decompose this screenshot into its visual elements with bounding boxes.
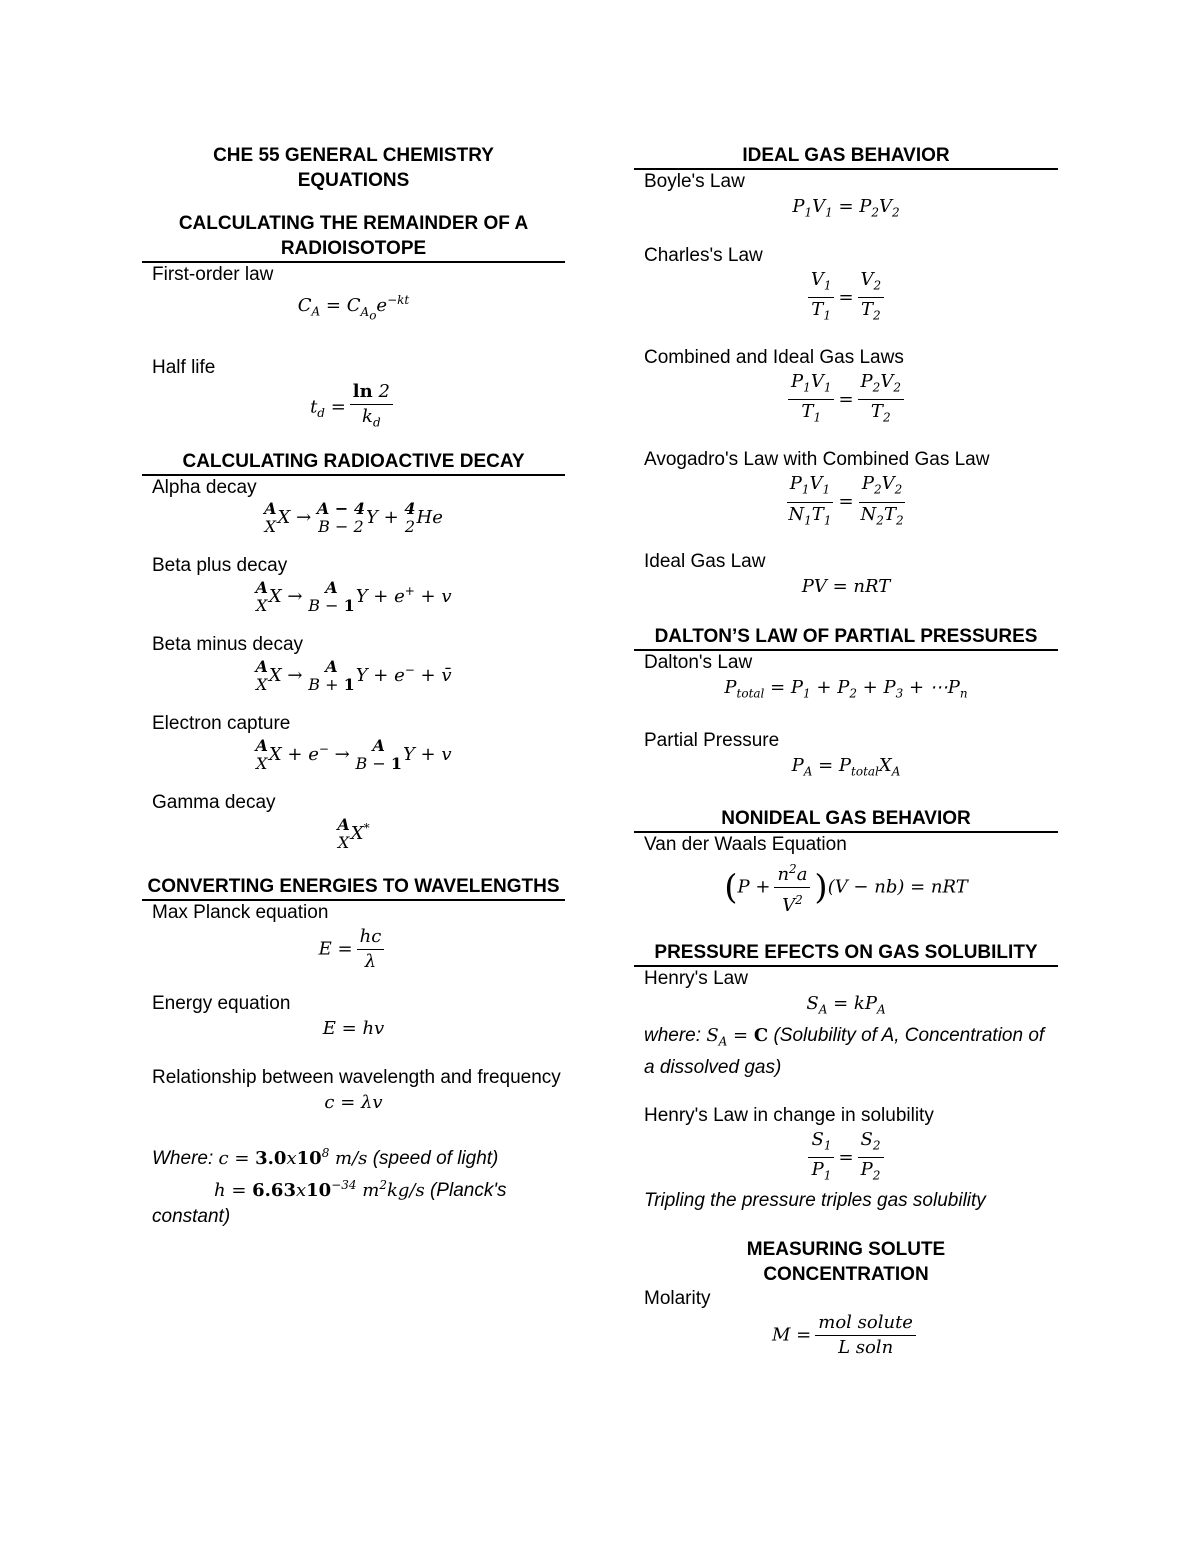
constants-note	[142, 1140, 565, 1229]
planck-label: Max Planck equation	[152, 901, 329, 923]
beta-minus-label: Beta minus decay	[152, 633, 304, 655]
beta-minus-equation: A X X → A B + 1 Y + e− + v̄	[255, 656, 452, 694]
energy-equation: E = hv	[322, 1017, 385, 1039]
right-column	[634, 143, 1058, 1360]
section-heading-ideal-gas: IDEAL GAS BEHAVIOR	[634, 143, 1058, 170]
energy-label: Energy equation	[152, 992, 291, 1014]
charles-equation: $\frac{V_1}{T_1}$ = $\frac{V_2}{T_2}$	[634, 268, 1058, 328]
molarity-equation: M = $\frac{\text{mol solute}}{\text{L soln}}$	[634, 1311, 1058, 1360]
document-title-line2: EQUATIONS	[297, 170, 410, 191]
planck-constant-value: $h = 6.63x10^{-34}$ $m^2kg/s$	[214, 1177, 425, 1201]
left-column	[142, 143, 565, 1229]
planck-equation: E = $\frac{hc}{\lambda}$	[142, 925, 565, 974]
planck-note: (Planck's constant)	[152, 1179, 507, 1227]
section-heading-decay: CALCULATING RADIOACTIVE DECAY	[142, 449, 565, 476]
partial-pressure-equation: $P_A = P_{total}X_A$	[791, 754, 901, 779]
electron-capture-label: Electron capture	[152, 712, 291, 734]
section-heading-nonideal: NONIDEAL GAS BEHAVIOR	[634, 806, 1058, 833]
speed-note: (speed of light)	[367, 1147, 499, 1169]
avogadro-equation: $\frac{P_1V_1}{N_1T_1}$ = $\frac{P_2V_2}{N_2T_2}$	[788, 472, 904, 528]
relationship-label: Relationship between wavelength and frequency	[152, 1066, 561, 1088]
document-title-line1: CHE 55 GENERAL CHEMISTRY	[213, 145, 494, 166]
henry-equation: $S_A = kP_A$	[806, 993, 886, 1017]
first-order-equation: $C_A = C_{A_o}e^{-kt}$	[297, 293, 410, 322]
combined-label: Combined and Ideal Gas Laws	[644, 346, 904, 368]
speed-of-light-value: $c = 3.0x10^8$ m/s	[218, 1145, 368, 1169]
dalton-equation: $P_{total} = P_1 + P_2 + P_3$ + $\cdots P_n$	[724, 677, 968, 701]
section-heading-pressure: PRESSURE EFECTS ON GAS SOLUBILITY	[634, 940, 1058, 967]
dalton-label: Dalton's Law	[644, 652, 753, 674]
combined-equation: $\frac{P_1V_1}{T_1}$ = $\frac{P_2V_2}{T_2}$	[634, 370, 1058, 430]
beta-plus-label: Beta plus decay	[152, 554, 288, 576]
gamma-decay-label: Gamma decay	[152, 791, 276, 813]
where-prefix: Where:	[152, 1147, 219, 1169]
section-heading-remainder: CALCULATING THE REMAINDER OF A RADIOISOTOPE	[142, 211, 565, 263]
henry-where-text: (Solubility of A, Concentration of a dissolved gas)	[644, 1024, 1045, 1078]
half-life-label: Half life	[152, 356, 216, 378]
section-heading-solute: MEASURING SOLUTE CONCENTRATION	[746, 1238, 946, 1285]
alpha-decay-equation: A X X → A − 4 B − 2 Y + 4 2 He	[264, 498, 443, 536]
wavelength-frequency-equation: c = λv	[324, 1091, 383, 1113]
ideal-gas-equation: PV = nRT	[801, 576, 891, 598]
gamma-decay-equation: A X X*	[337, 814, 370, 852]
boyle-equation: $P_1V_1 = P_2V_2$	[792, 196, 900, 220]
henry-where-equation: $S_A = C$	[706, 1024, 769, 1049]
boyle-label: Boyle's Law	[644, 171, 745, 192]
charles-label: Charles's Law	[644, 244, 763, 266]
section-heading-dalton: DALTON’S LAW OF PARTIAL PRESSURES	[634, 624, 1058, 651]
henry-change-equation: $\frac{S_1}{P_1}$ = $\frac{S_2}{P_2}$	[634, 1128, 1058, 1188]
henry-where-prefix: where:	[644, 1024, 707, 1046]
henry-change-label: Henry's Law in change in solubility	[644, 1104, 934, 1126]
electron-capture-equation: A X X + e− → A B − 1 Y + v	[255, 735, 452, 773]
molarity-label: Molarity	[644, 1287, 711, 1309]
alpha-decay-label: Alpha decay	[152, 476, 257, 498]
tripling-note: Tripling the pressure triples gas solubility	[644, 1189, 986, 1211]
van-der-waals-equation: (P + $\frac{n^2a}{V^2}$ )(V − nb) = nRT	[634, 857, 1058, 918]
henry-where-note	[634, 1023, 1058, 1080]
half-life-equation: $t_d$ = $\frac{\ln 2}{k_d}$	[142, 380, 565, 435]
ideal-gas-label: Ideal Gas Law	[644, 551, 766, 573]
section-heading-energies: CONVERTING ENERGIES TO WAVELENGTHS	[142, 874, 565, 901]
henry-label: Henry's Law	[644, 968, 748, 990]
first-order-label: First-order law	[152, 264, 274, 285]
van-der-waals-label: Van der Waals Equation	[644, 834, 847, 856]
beta-plus-equation: A X X → A B − 1 Y + e+ + v	[255, 577, 452, 615]
avogadro-label: Avogadro's Law with Combined Gas Law	[644, 448, 990, 470]
partial-pressure-label: Partial Pressure	[644, 729, 780, 751]
